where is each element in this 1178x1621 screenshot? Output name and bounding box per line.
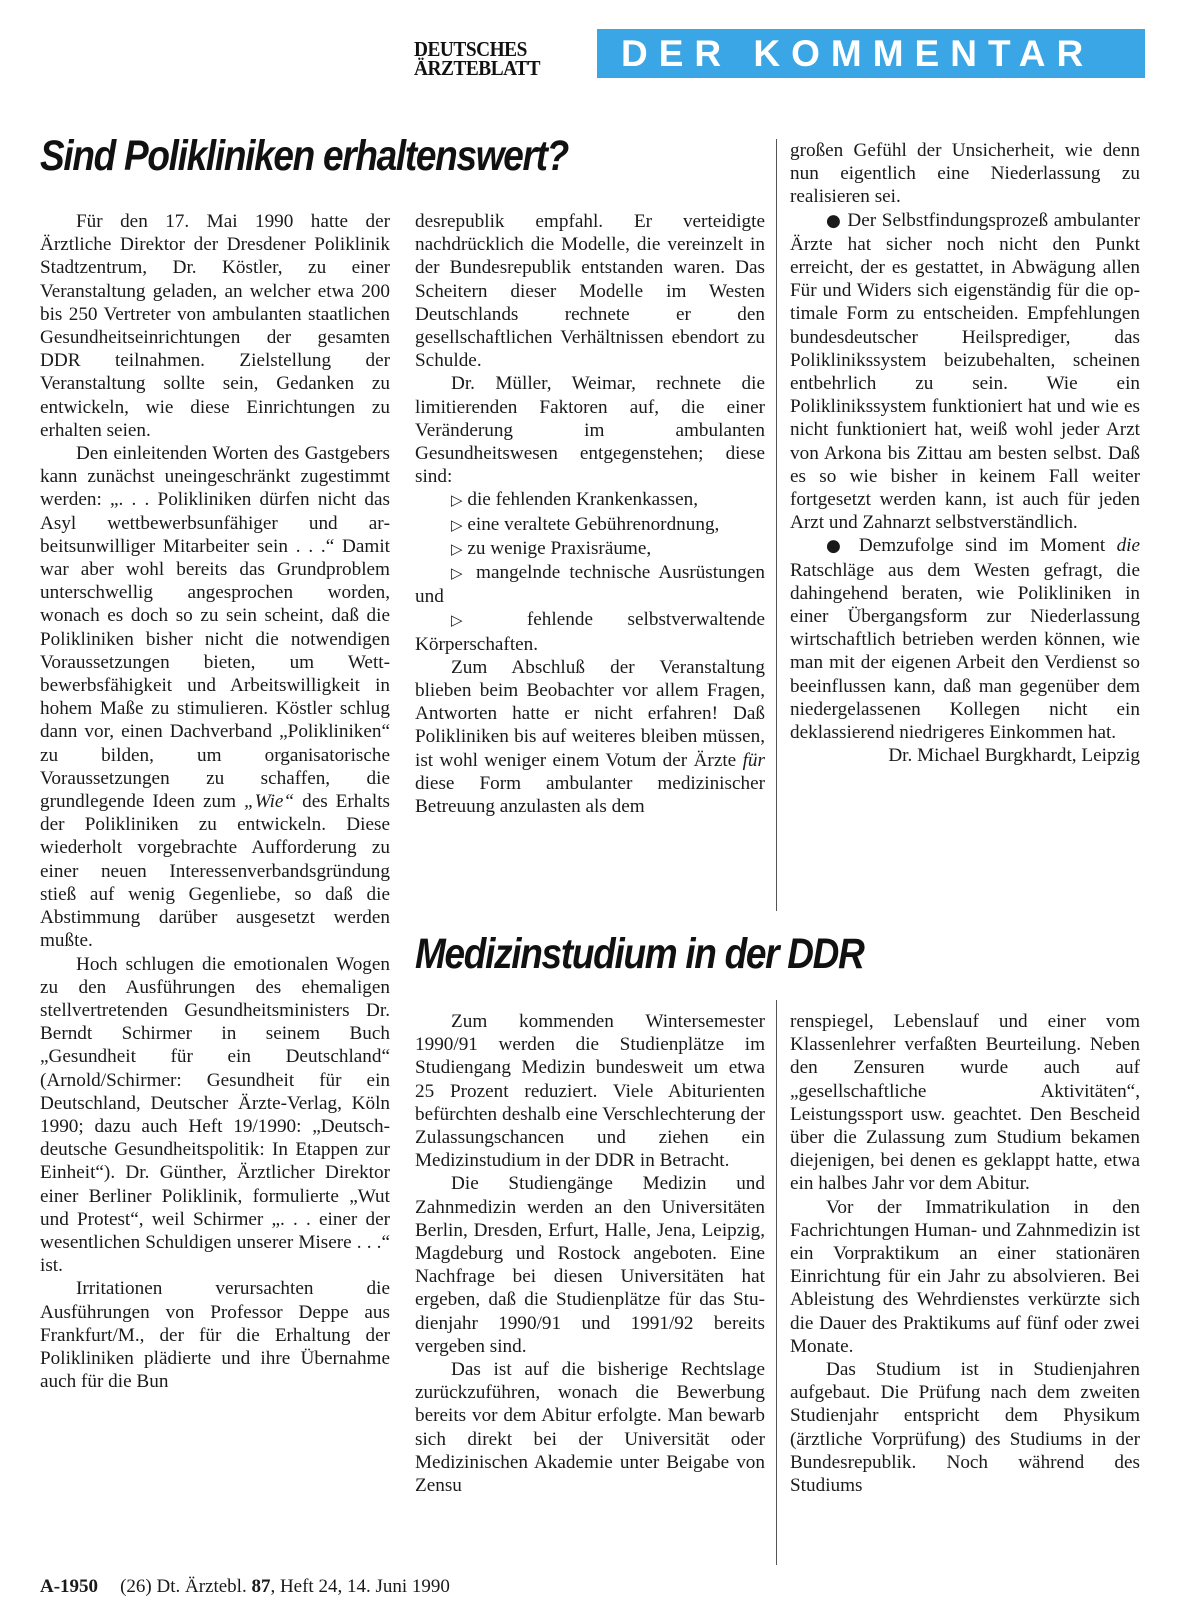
article-1-column-3 <box>790 139 1140 767</box>
page-code: A-1950 <box>40 1576 99 1597</box>
article-1-paragraph-6-start: Zum Abschluß der Veranstaltung blieben beim Beobachter vor allem Fragen, Antworten hatte er nicht erfahren! Daß Polikliniken bis auf weiteres bleiben müssen, ist wohl weniger einem Votum der Ärzte für diese Form ambulanter medizinischer Betreuung anzulasten als dem <box>415 656 765 818</box>
section-title: DER KOMMENTAR <box>621 32 1095 74</box>
triangle-bullet-icon: ▷ <box>451 515 463 534</box>
column-divider <box>776 1000 777 1565</box>
article-1-signature: Dr. Michael Burgkhardt, Leipzig <box>888 745 1140 767</box>
list-item: ▷ eine veraltete Gebührenordnung, <box>451 513 720 535</box>
article-1-paragraph-1: Für den 17. Mai 1990 hatte der Ärztliche Direktor der Dresdener Poliklinik Stadtzentrum, Dr. Köstler, zu einer Veranstaltung geladen, an welcher etwa 200 bis 250 Vertreter von ambulanten staatlichen Gesundheitseinrichtungen der gesamten DDR teilnahmen. Zielstellung der Veranstaltung sollte sein, Gedanken zu entwickeln, wie diese Einrichtungen zu erhalten seien. <box>40 211 390 441</box>
list-item: ▷ fehlende selbstverwaltende Körperschaften. <box>415 609 765 655</box>
page-footer <box>40 1576 450 1598</box>
section-banner <box>597 29 1145 78</box>
article-2-paragraph-3-end: renspiegel, Lebenslauf und einer vom Klassenlehrer verfaßten Beurteilung. Neben den Zensuren wurde auch auf „gesellschaftliche Aktivitäten“, Leistungssport usw. geachtet. Den Bescheid über die Zulassung zum Studium bekamen diejenigen, bei denen es geklappt hatte, etwa ein halbes Jahr vor dem Abitur. <box>790 1011 1140 1195</box>
article-1-paragraph-6-end: großen Gefühl der Unsicherheit, wie denn nun eigentlich eine Niederlassung zu realisieren sei. <box>790 140 1140 208</box>
article-2-title: Medizinstudium in der DDR <box>415 930 864 978</box>
column-divider <box>776 139 777 911</box>
article-1-paragraph-7: ● Der Selbstfindungsprozeß ambulanter Ärzte hat sicher noch nicht den Punkt erreicht, der es gestattet, in Abwägung allen Für und Widers sich eigenständig für die optimale Form zu entscheiden. Empfehlungen bundesdeutscher Heilsprediger, das Poliklinikssystem beizubehalten, scheinen entbehrlich zu sein. Wie ein Poliklinikssystem funktioniert hat und wie es nicht funktioniert hat, weiß wohl jeder Arzt von Arkona bis Zittau am besten selbst. Daß es so wie bisher in keinem Fall weiter fortgesetzt werden kann, ist auch für jeden Arzt und Zahnarzt selbstverständlich. <box>790 209 1140 534</box>
triangle-bullet-icon: ▷ <box>451 564 467 583</box>
article-1-column-1 <box>40 210 390 1393</box>
list-item: ▷ zu wenige Praxisräume, <box>451 537 652 559</box>
article-2-column-2 <box>790 1010 1140 1497</box>
article-2-paragraph-2: Die Studiengänge Medizin und Zahnmedizin werden an den Universitäten Berlin, Dresden, Erfurt, Halle, Jena, Leipzig, Magdeburg und Rostock angeboten. Eine Nachfrage bei diesen Universitäten hat ergeben, daß die Studienplätze für das Studienjahr 1990/91 und 1991/92 bereits vergeben sind. <box>415 1173 765 1357</box>
logo-line-2: ÄRZTEBLATT <box>414 56 541 80</box>
article-2-paragraph-5: Das Studium ist in Studienjahren aufgebaut. Die Prüfung nach dem zweiten Studienjahr entspricht dem Physikum (ärztliche Vorprüfung) des Studiums in der Bundesrepublik. Noch während des Studiums <box>790 1359 1140 1497</box>
triangle-bullet-icon: ▷ <box>451 611 493 630</box>
logo-line-1: DEUTSCHES <box>414 37 527 61</box>
article-1-column-2 <box>415 210 765 818</box>
citation-suffix: , Heft 24, 14. Juni 1990 <box>270 1576 450 1597</box>
article-1-paragraph-3: Hoch schlugen die emotionalen Wogen zu den Ausführungen des ehemaligen stellvertretenden Gesundheitsministers Dr. Berndt Schirmer in seinem Buch „Gesundheit für ein Deutschland“ (Arnold/Schirmer: Gesundheit für ein Deutschland, Deutscher Ärzte-Verlag, Köln 1990; dazu auch Heft 19/1990: „Deutsch-deutsche Gesundheitspolitik: In Etappen zur Einheit“). Dr. Günther, Ärztlicher Direktor einer Berliner Poliklinik, formulierte „Wut und Protest“, weil Schirmer „. . . einer der wesentlichen Schuldigen unserer Misere . . .“ ist. <box>40 953 390 1277</box>
round-bullet-icon: ● <box>826 210 842 231</box>
article-1-paragraph-8: ● Demzufolge sind im Moment die Ratschläge aus dem Westen gefragt, die dahingehend beraten, wie Polikliniken in einer Übergangsform zur Niederlassung wirtschaftlich betrieben werden können, wie man mit der eigenen Arbeit den Verdienst so beeinflussen kann, daß man gegenüber dem niedergelassenen Kollegen nicht ein deklassierend niedrigeres Einkommen hat. <box>790 535 1141 744</box>
round-bullet-icon: ● <box>826 536 848 557</box>
list-item: ▷ mangelnde technische Ausrüstungen und <box>415 562 765 608</box>
triangle-bullet-icon: ▷ <box>451 491 463 510</box>
article-1-paragraph-2: Den einleitenden Worten des Gastgebers kann zunächst uneingeschränkt zugestimmt werden: „. . . Polikliniken dürfen nicht das Asyl wettbewerbsunfähiger und arbeitsunwilliger Mitarbeiter sein . . .“ Damit war aber wohl bereits das Grundproblem unterschwellig angesprochen worden, wonach es doch so zu sein scheint, daß die Polikliniken bisher nicht die notwendigen Voraussetzungen bieten, um Wettbewerbsfähigkeit und Arbeitswilligkeit in hohem Maße zu stimulieren. Köstler schlug dann vor, einen Dachverband „Polikliniken“ zu bilden, um organisatorische Voraussetzungen zu schaffen, die grundlegende Ideen zum „Wie“ des Erhalts der Polikliniken zu entwickeln. Diese wiederholt vorgebrachte Aufforderung zu einer neuen Interessenverbandsgründung stieß auf wenig Gegenliebe, so daß die Abstimmung darüber ausgesetzt werden mußte. <box>40 443 390 952</box>
article-2-paragraph-3-start: Das ist auf die bisherige Rechtslage zurückzuführen, wonach die Bewerbung bereits vor dem Abitur erfolgte. Man bewarb sich direkt bei der Universität oder Medizinischen Akademie unter Beigabe von Zensu <box>415 1359 765 1497</box>
article-1-paragraph-5: Dr. Müller, Weimar, rechnete die limitierenden Faktoren auf, die einer Veränderung im ambulanten Gesundheitswesen entgegenstehen; diese sind: <box>415 373 765 488</box>
article-2-paragraph-4: Vor der Immatrikulation in den Fachrichtungen Human- und Zahnmedizin ist ein Vorpraktikum an einer stationären Einrichtung für ein Jahr zu absolvieren. Bei Ableistung des Wehrdienstes verkürzte sich die Dauer des Praktikums auf fünf oder zwei Monate. <box>790 1196 1140 1357</box>
triangle-bullet-icon: ▷ <box>451 539 463 558</box>
article-1-paragraph-4-end: desrepublik empfahl. Er verteidigte nachdrücklich die Modelle, die vereinzelt in der Bundesrepublik entstanden waren. Das Scheitern dieser Modelle im Westen Deutschlands rechnete er den gesellschaftlichen Verhältnissen ebendort zu Schulde. <box>415 211 765 372</box>
journal-logo <box>414 37 584 80</box>
article-2-column-1 <box>415 1010 765 1497</box>
article-1-paragraph-4-start: Irritationen verursachten die Ausführungen von Professor Deppe aus Frankfurt/M., der für die Erhaltung der Polikliniken plädierte und ihre Übernahme auch für die Bun <box>40 1278 390 1393</box>
article-1-title: Sind Polikliniken erhaltenswert? <box>40 132 568 180</box>
list-item: ▷ die fehlenden Krankenkassen, <box>451 489 699 511</box>
citation-volume: 87 <box>251 1576 271 1597</box>
article-2-paragraph-1: Zum kommenden Wintersemester 1990/91 werden die Studienplätze im Studiengang Medizin bundesweit um etwa 25 Prozent reduziert. Viele Abiturienten befürchten deshalb eine Verschlechterung der Zulassungschancen und ziehen ein Medizinstudium in der DDR in Betracht. <box>415 1011 765 1172</box>
citation-prefix: (26) Dt. Ärztebl. <box>120 1576 247 1597</box>
